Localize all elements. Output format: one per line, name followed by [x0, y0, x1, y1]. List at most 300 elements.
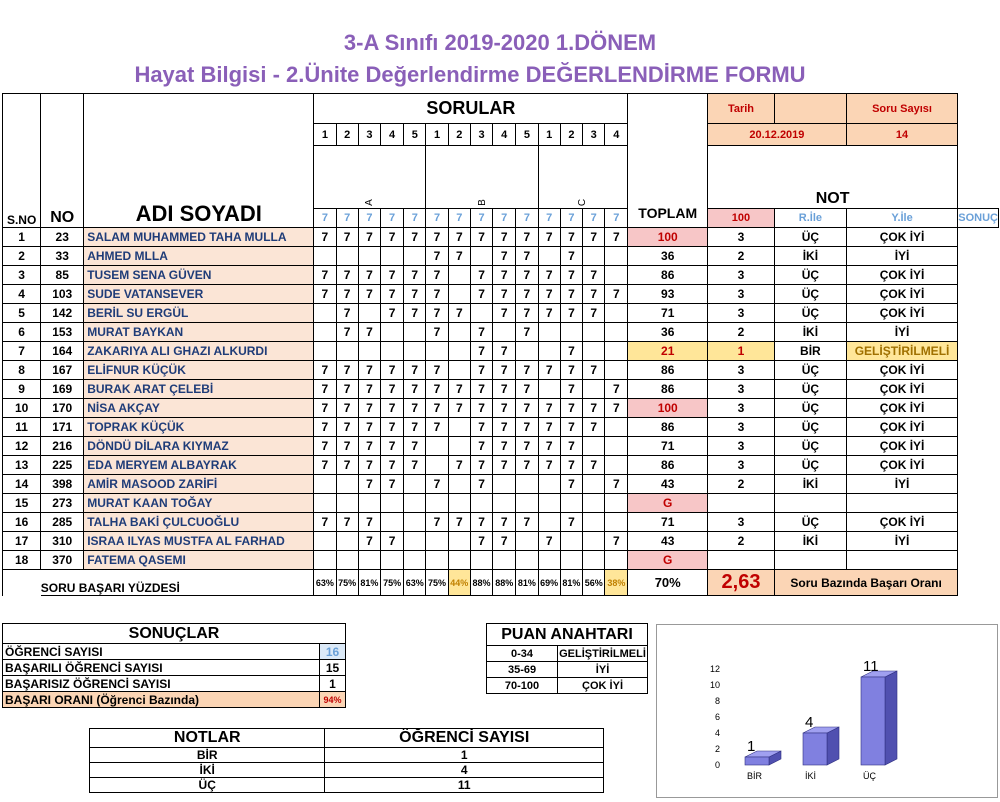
- student-row: [3, 266, 999, 285]
- success-percent: 75%: [336, 570, 358, 596]
- student-score: 7: [358, 513, 380, 532]
- student-score: 7: [336, 228, 358, 247]
- student-score: [583, 494, 605, 513]
- student-score: 7: [560, 285, 582, 304]
- student-score: [605, 247, 628, 266]
- student-result: ÇOK İYİ: [846, 418, 957, 437]
- student-score: [470, 494, 492, 513]
- student-sno: 11: [3, 418, 41, 437]
- student-row: [3, 380, 999, 399]
- student-yile: İKİ: [774, 247, 846, 266]
- student-score: [538, 551, 560, 570]
- notlar-count: 1: [325, 748, 604, 763]
- question-points: 7: [358, 209, 380, 228]
- student-score: 7: [426, 247, 448, 266]
- notlar-title: NOTLAR: [90, 729, 325, 748]
- student-total: 100: [628, 228, 708, 247]
- student-row: [3, 418, 999, 437]
- student-score: 7: [381, 266, 404, 285]
- score-key-title: PUAN ANAHTARI: [487, 624, 648, 646]
- student-sno: 14: [3, 475, 41, 494]
- results-row: [3, 692, 346, 708]
- student-score: 7: [470, 266, 492, 285]
- student-score: 7: [470, 380, 492, 399]
- student-score: 7: [448, 456, 470, 475]
- student-score: [381, 342, 404, 361]
- student-total: 43: [628, 532, 708, 551]
- data-label: 4: [805, 714, 814, 731]
- student-score: 7: [516, 266, 538, 285]
- student-score: [605, 437, 628, 456]
- student-score: 7: [493, 285, 516, 304]
- student-score: 7: [404, 456, 426, 475]
- notlar-row: [90, 748, 604, 763]
- student-no: 142: [41, 304, 84, 323]
- soru-sayisi-value: 14: [846, 124, 957, 146]
- student-no: 216: [41, 437, 84, 456]
- student-rile: 3: [708, 513, 775, 532]
- student-score: 7: [314, 380, 336, 399]
- student-score: 7: [470, 285, 492, 304]
- results-value: 1: [320, 676, 346, 692]
- student-score: 7: [470, 456, 492, 475]
- student-score: [426, 437, 448, 456]
- student-score: [560, 323, 582, 342]
- average-grade: 2,63: [708, 570, 775, 596]
- question-number: 1: [538, 124, 560, 146]
- student-score: [404, 247, 426, 266]
- question-number: 2: [560, 124, 582, 146]
- student-no: 398: [41, 475, 84, 494]
- student-score: [404, 323, 426, 342]
- student-score: [381, 247, 404, 266]
- student-score: [314, 532, 336, 551]
- bar-front: [861, 677, 885, 765]
- student-score: 7: [605, 380, 628, 399]
- student-score: 7: [516, 513, 538, 532]
- student-score: 7: [583, 399, 605, 418]
- student-score: 7: [538, 228, 560, 247]
- student-score: 7: [560, 456, 582, 475]
- student-score: [314, 323, 336, 342]
- student-total: 21: [628, 342, 708, 361]
- student-score: 7: [560, 361, 582, 380]
- student-sno: 1: [3, 228, 41, 247]
- student-score: [470, 247, 492, 266]
- student-score: 7: [358, 323, 380, 342]
- student-rile: 3: [708, 380, 775, 399]
- page-subtitle: Hayat Bilgisi - 2.Ünite Değerlendirme DEĞERLENDİRME FORMU: [134, 62, 806, 87]
- student-yile: ÜÇ: [774, 380, 846, 399]
- student-row: [3, 399, 999, 418]
- success-percent: 88%: [470, 570, 492, 596]
- student-total: 71: [628, 513, 708, 532]
- results-row: [3, 676, 346, 692]
- student-rile: 2: [708, 532, 775, 551]
- student-score: [314, 475, 336, 494]
- evaluation-table: [2, 93, 999, 596]
- student-sno: 12: [3, 437, 41, 456]
- student-name: ELİFNUR KÜÇÜK: [84, 361, 314, 380]
- student-result: ÇOK İYİ: [846, 380, 957, 399]
- student-row: [3, 247, 999, 266]
- question-number: 5: [516, 124, 538, 146]
- student-result: ÇOK İYİ: [846, 304, 957, 323]
- student-score: 7: [448, 304, 470, 323]
- student-yile: ÜÇ: [774, 437, 846, 456]
- student-score: 7: [583, 228, 605, 247]
- student-row: [3, 494, 999, 513]
- student-score: 7: [470, 361, 492, 380]
- student-score: 7: [426, 399, 448, 418]
- student-score: 7: [560, 437, 582, 456]
- success-label: SORU BAŞARI YÜZDESİ: [41, 570, 314, 596]
- student-score: 7: [538, 285, 560, 304]
- student-score: 7: [426, 513, 448, 532]
- student-score: [583, 437, 605, 456]
- results-title: SONUÇLAR: [3, 624, 346, 644]
- success-percent: 88%: [493, 570, 516, 596]
- student-score: [605, 266, 628, 285]
- question-points: 7: [560, 209, 582, 228]
- student-score: 7: [381, 380, 404, 399]
- score-key-row: [487, 678, 648, 694]
- student-score: 7: [605, 475, 628, 494]
- student-score: [448, 361, 470, 380]
- student-yile: [774, 551, 846, 570]
- question-points: 7: [426, 209, 448, 228]
- student-score: 7: [314, 513, 336, 532]
- student-score: [448, 342, 470, 361]
- y-tick-label: 2: [714, 744, 720, 754]
- score-key-range: 0-34: [487, 646, 558, 662]
- student-score: 7: [336, 399, 358, 418]
- student-no: 310: [41, 532, 84, 551]
- student-score: [538, 247, 560, 266]
- student-score: 7: [560, 475, 582, 494]
- question-points: 7: [583, 209, 605, 228]
- student-score: [336, 532, 358, 551]
- student-score: 7: [583, 266, 605, 285]
- student-sno: 8: [3, 361, 41, 380]
- student-score: [605, 456, 628, 475]
- question-points: 7: [404, 209, 426, 228]
- results-value: 16: [320, 644, 346, 660]
- student-score: 7: [493, 361, 516, 380]
- student-score: [404, 513, 426, 532]
- results-row: [3, 660, 346, 676]
- results-value: 15: [320, 660, 346, 676]
- student-score: [605, 342, 628, 361]
- student-score: [583, 513, 605, 532]
- student-score: 7: [470, 228, 492, 247]
- student-score: 7: [605, 532, 628, 551]
- student-score: 7: [583, 304, 605, 323]
- student-score: [426, 342, 448, 361]
- notlar-count-title: ÖĞRENCİ SAYISI: [325, 729, 604, 748]
- student-no: 370: [41, 551, 84, 570]
- student-score: 7: [516, 456, 538, 475]
- y-tick-label: 12: [709, 664, 720, 674]
- student-score: 7: [381, 437, 404, 456]
- student-score: 7: [314, 418, 336, 437]
- student-score: [404, 551, 426, 570]
- student-score: [336, 551, 358, 570]
- student-score: [404, 532, 426, 551]
- student-score: [493, 323, 516, 342]
- student-score: 7: [358, 399, 380, 418]
- question-points: 7: [516, 209, 538, 228]
- results-label: ÖĞRENCİ SAYISI: [3, 644, 320, 660]
- student-total: 93: [628, 285, 708, 304]
- student-score: [605, 513, 628, 532]
- student-score: 7: [605, 399, 628, 418]
- student-rile: 2: [708, 247, 775, 266]
- score-key-range: 35-69: [487, 662, 558, 678]
- student-sno: 17: [3, 532, 41, 551]
- student-no: 164: [41, 342, 84, 361]
- student-name: BURAK ARAT ÇELEBİ: [84, 380, 314, 399]
- student-score: [605, 551, 628, 570]
- student-rile: 2: [708, 475, 775, 494]
- toplam-header: [628, 94, 708, 228]
- student-score: 7: [448, 247, 470, 266]
- tarih-value: 20.12.2019: [708, 124, 847, 146]
- student-sno: 9: [3, 380, 41, 399]
- tarih-label: Tarih: [708, 94, 775, 124]
- student-sno: 10: [3, 399, 41, 418]
- success-percent: 38%: [605, 570, 628, 596]
- student-score: 7: [516, 247, 538, 266]
- student-score: 7: [538, 418, 560, 437]
- student-score: [314, 304, 336, 323]
- question-points: 7: [314, 209, 336, 228]
- sorular-header: SORULAR: [314, 94, 628, 124]
- student-total: 86: [628, 456, 708, 475]
- student-score: 7: [493, 456, 516, 475]
- y-tick-label: 0: [714, 760, 720, 770]
- student-sno: 6: [3, 323, 41, 342]
- student-score: [516, 494, 538, 513]
- student-rile: 3: [708, 266, 775, 285]
- student-score: 7: [426, 285, 448, 304]
- average-label: Soru Bazında Başarı Oranı: [774, 570, 957, 596]
- student-result: ÇOK İYİ: [846, 513, 957, 532]
- student-result: ÇOK İYİ: [846, 456, 957, 475]
- student-score: [560, 532, 582, 551]
- student-score: 7: [448, 513, 470, 532]
- student-score: 7: [404, 304, 426, 323]
- student-no: 85: [41, 266, 84, 285]
- student-score: 7: [560, 342, 582, 361]
- student-score: 7: [404, 399, 426, 418]
- student-no: 225: [41, 456, 84, 475]
- student-score: 7: [426, 475, 448, 494]
- student-name: TALHA BAKİ ÇULCUOĞLU: [84, 513, 314, 532]
- sonuc-header: SONUÇ: [958, 209, 999, 228]
- student-score: [516, 475, 538, 494]
- student-total: 86: [628, 266, 708, 285]
- question-number: 5: [404, 124, 426, 146]
- student-score: 7: [583, 456, 605, 475]
- student-score: 7: [426, 380, 448, 399]
- student-score: 7: [560, 247, 582, 266]
- student-score: 7: [493, 380, 516, 399]
- student-score: 7: [538, 532, 560, 551]
- question-number: 3: [583, 124, 605, 146]
- student-score: [426, 456, 448, 475]
- category-label: BİR: [747, 771, 763, 781]
- student-score: 7: [358, 437, 380, 456]
- bar-İKİ: [803, 727, 839, 765]
- group-a-label: [314, 146, 426, 209]
- student-score: 7: [404, 437, 426, 456]
- student-score: 7: [381, 304, 404, 323]
- student-no: 153: [41, 323, 84, 342]
- bar-side: [885, 671, 897, 765]
- student-score: [381, 513, 404, 532]
- student-no: 167: [41, 361, 84, 380]
- student-score: [493, 551, 516, 570]
- student-score: 7: [583, 418, 605, 437]
- student-rile: 3: [708, 399, 775, 418]
- student-total: 71: [628, 304, 708, 323]
- student-score: 7: [448, 228, 470, 247]
- student-score: [358, 304, 380, 323]
- student-row: [3, 513, 999, 532]
- student-score: 7: [448, 380, 470, 399]
- student-score: 7: [426, 304, 448, 323]
- student-score: 7: [381, 399, 404, 418]
- student-score: 7: [493, 399, 516, 418]
- student-score: 7: [358, 418, 380, 437]
- question-number: 2: [336, 124, 358, 146]
- student-score: 7: [493, 342, 516, 361]
- student-score: [426, 532, 448, 551]
- student-score: [381, 323, 404, 342]
- student-row: [3, 532, 999, 551]
- student-score: [426, 494, 448, 513]
- student-score: [404, 342, 426, 361]
- student-score: 7: [583, 285, 605, 304]
- student-total: 43: [628, 475, 708, 494]
- max-total: 100: [708, 209, 775, 228]
- student-score: 7: [381, 475, 404, 494]
- student-yile: İKİ: [774, 323, 846, 342]
- student-result: [846, 494, 957, 513]
- student-row: [3, 285, 999, 304]
- student-score: 7: [426, 361, 448, 380]
- student-score: 7: [516, 285, 538, 304]
- student-row: [3, 551, 999, 570]
- student-no: 170: [41, 399, 84, 418]
- student-score: [404, 494, 426, 513]
- success-percent: 81%: [560, 570, 582, 596]
- student-score: 7: [314, 266, 336, 285]
- student-score: 7: [336, 285, 358, 304]
- notlar-count: 4: [325, 763, 604, 778]
- grade-chart: [656, 624, 998, 798]
- group-b-label: [426, 146, 538, 209]
- group-c-label: [538, 146, 628, 209]
- student-score: [605, 361, 628, 380]
- student-score: 7: [538, 361, 560, 380]
- student-score: 7: [560, 399, 582, 418]
- student-score: 7: [358, 228, 380, 247]
- student-score: [516, 551, 538, 570]
- student-score: 7: [470, 437, 492, 456]
- student-score: 7: [381, 228, 404, 247]
- student-score: [358, 494, 380, 513]
- student-score: 7: [560, 418, 582, 437]
- student-score: [448, 266, 470, 285]
- student-score: 7: [493, 228, 516, 247]
- student-score: [448, 494, 470, 513]
- student-result: ÇOK İYİ: [846, 285, 957, 304]
- soru-sayisi-label: Soru Sayısı: [846, 94, 957, 124]
- student-name: ISRAA ILYAS MUSTFA AL FARHAD: [84, 532, 314, 551]
- student-score: 7: [314, 399, 336, 418]
- question-number: 4: [493, 124, 516, 146]
- student-score: [448, 437, 470, 456]
- student-score: 7: [336, 304, 358, 323]
- student-result: ÇOK İYİ: [846, 361, 957, 380]
- student-score: [314, 494, 336, 513]
- student-score: 7: [493, 418, 516, 437]
- student-score: 7: [404, 266, 426, 285]
- student-score: 7: [358, 532, 380, 551]
- student-score: [605, 494, 628, 513]
- student-score: [470, 304, 492, 323]
- student-rile: 3: [708, 437, 775, 456]
- student-score: [583, 342, 605, 361]
- student-score: [583, 551, 605, 570]
- student-score: 7: [426, 418, 448, 437]
- student-score: [538, 475, 560, 494]
- student-score: 7: [448, 399, 470, 418]
- results-value: 94%: [320, 692, 346, 708]
- notlar-label: BİR: [90, 748, 325, 763]
- student-rile: 3: [708, 456, 775, 475]
- student-score: [358, 247, 380, 266]
- student-score: 7: [583, 361, 605, 380]
- student-row: [3, 475, 999, 494]
- student-score: 7: [516, 437, 538, 456]
- student-rile: [708, 494, 775, 513]
- notlar-label: İKİ: [90, 763, 325, 778]
- student-score: 7: [605, 228, 628, 247]
- student-rile: 3: [708, 304, 775, 323]
- student-score: 7: [358, 361, 380, 380]
- student-score: 7: [426, 266, 448, 285]
- success-percent: 56%: [583, 570, 605, 596]
- student-score: 7: [493, 266, 516, 285]
- student-no: 169: [41, 380, 84, 399]
- student-score: 7: [336, 513, 358, 532]
- group-c-text: C: [577, 198, 589, 207]
- student-score: 7: [336, 380, 358, 399]
- student-score: [583, 532, 605, 551]
- question-number: 1: [426, 124, 448, 146]
- student-score: 7: [314, 285, 336, 304]
- student-score: 7: [605, 285, 628, 304]
- student-score: 7: [336, 437, 358, 456]
- student-score: 7: [381, 361, 404, 380]
- student-name: BERİL SU ERGÜL: [84, 304, 314, 323]
- student-score: 7: [470, 418, 492, 437]
- student-score: 7: [314, 228, 336, 247]
- results-table: [2, 623, 346, 708]
